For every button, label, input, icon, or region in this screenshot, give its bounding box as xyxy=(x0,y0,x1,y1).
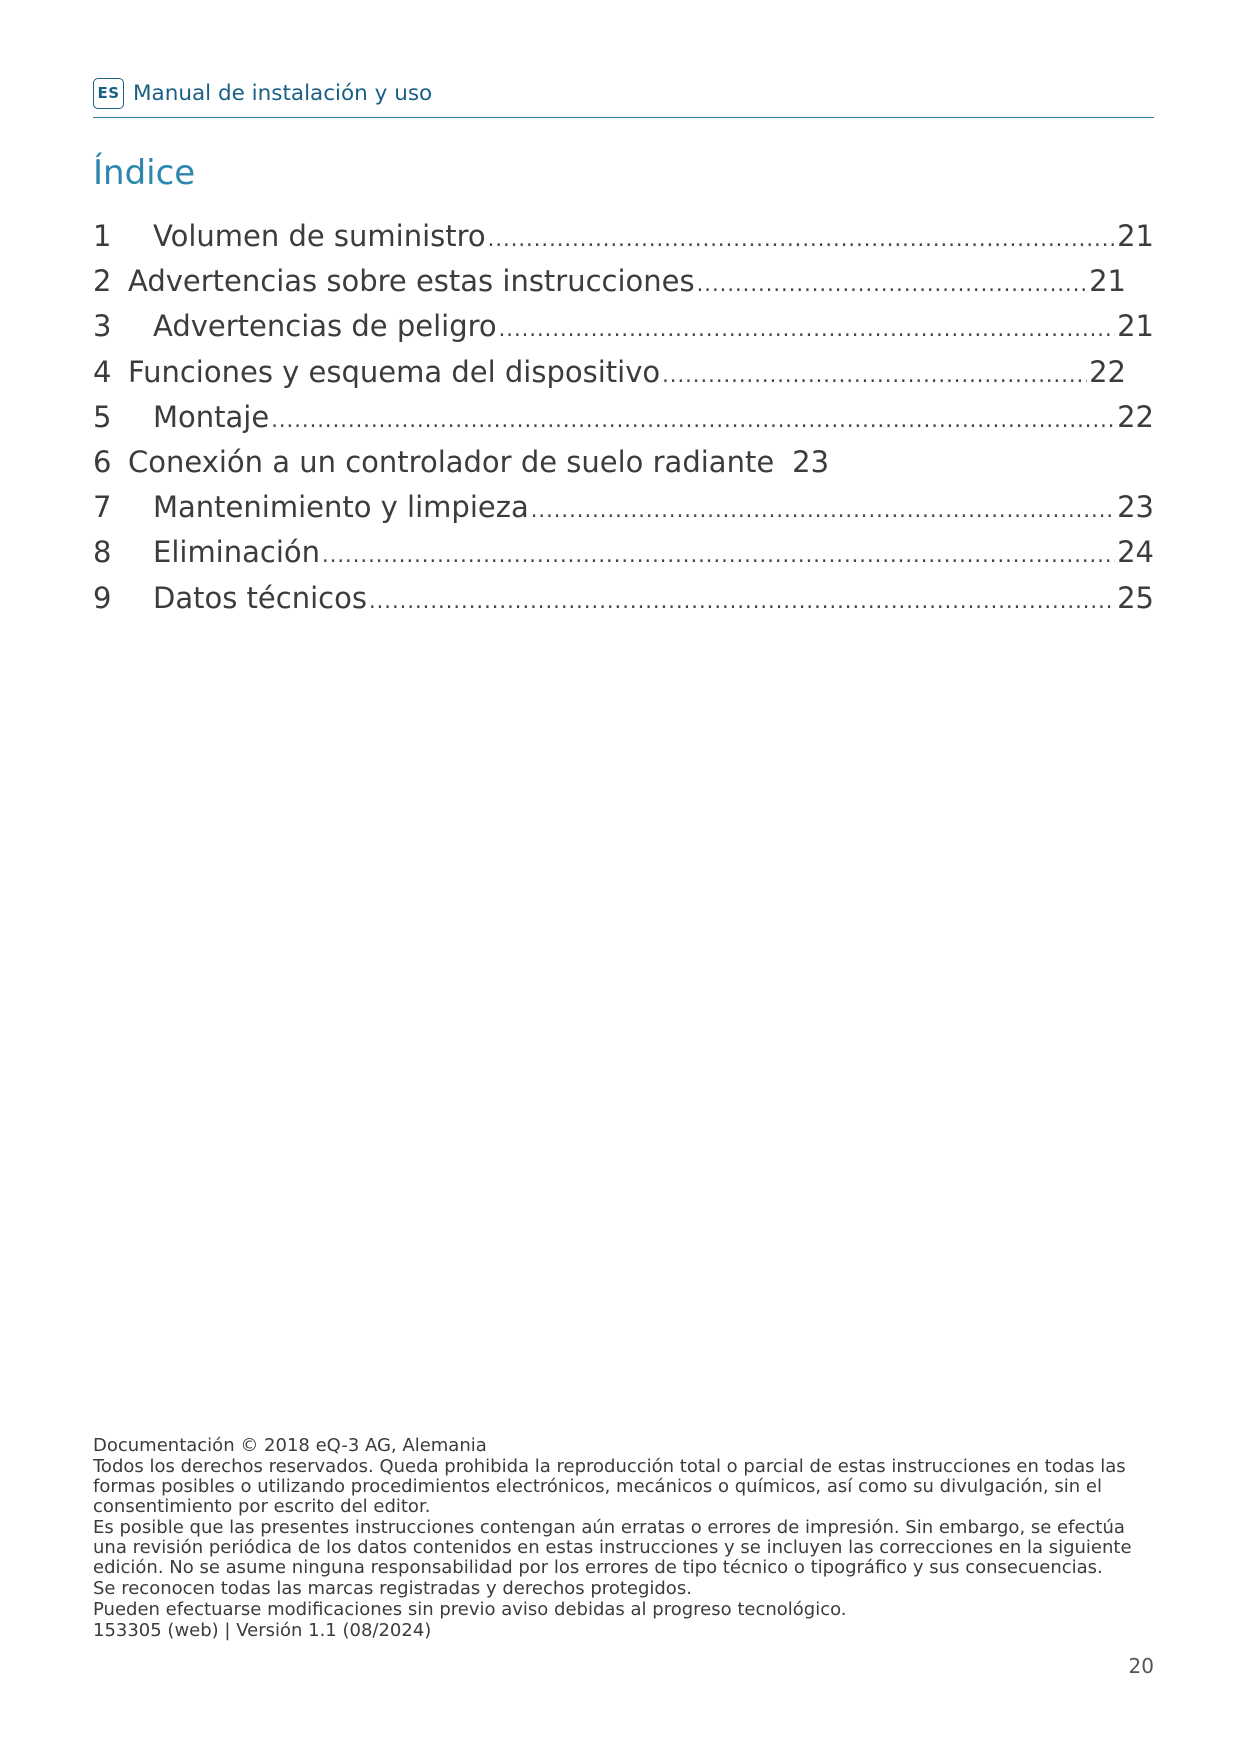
toc-entry-page: 22 xyxy=(1089,355,1126,389)
toc-entry-number: 3 xyxy=(93,309,112,343)
toc-entry-number: 5 xyxy=(93,400,112,434)
toc-entry-number: 6 xyxy=(93,445,112,479)
toc-entry-5[interactable] xyxy=(93,397,1154,437)
trademark-notice: Se reconocen todas las marcas registradas y derechos protegidos. xyxy=(93,1578,692,1599)
toc-entry-page: 23 xyxy=(792,445,830,479)
toc-entry-number: 9 xyxy=(93,581,112,615)
page-header xyxy=(93,78,1154,118)
toc-entry-6[interactable] xyxy=(93,442,1154,482)
toc-dot-leader xyxy=(271,400,1115,440)
legal-footer xyxy=(93,1436,1154,1642)
page-number: 20 xyxy=(1128,1654,1154,1678)
toc-dot-leader xyxy=(499,309,1115,349)
modification-notice: Pueden efectuarse modificaciones sin previo aviso debidas al progreso tecnológico. xyxy=(93,1599,847,1620)
toc-entry-9[interactable] xyxy=(93,578,1154,618)
toc-entry-label: Eliminación xyxy=(153,535,321,569)
index-heading: Índice xyxy=(93,153,196,193)
toc-entry-3[interactable] xyxy=(93,306,1154,346)
errata-notice: Es posible que las presentes instrucciones contengan aún erratas o errores de impresión. Sin embargo, se efectúa una revisión periódica de los datos contenidos en estas instrucciones y se incluyen las correcciones en la siguiente edición. No se asume ninguna responsabilidad por los errores de tipo técnico o tipográfico y sus consecuencias. xyxy=(93,1517,1132,1578)
toc-dot-leader xyxy=(697,264,1087,304)
language-badge: ES xyxy=(93,78,124,109)
toc-entry-label: Advertencias de peligro xyxy=(153,309,497,343)
toc-entry-page: 24 xyxy=(1117,535,1154,569)
toc-entry-number: 8 xyxy=(93,535,112,569)
toc-entry-1[interactable] xyxy=(93,216,1154,256)
toc-entry-number: 1 xyxy=(93,219,112,253)
toc-entry-4[interactable] xyxy=(93,352,1126,392)
toc-entry-label: Mantenimiento y limpieza xyxy=(153,490,529,524)
toc-dot-leader xyxy=(322,535,1115,575)
rights-notice: Todos los derechos reservados. Queda prohibida la reproducción total o parcial de estas instrucciones en todas las formas posibles o utilizando procedimientos electrónicos, mecánicos o químicos, así como su divulgación, sin el consentimiento por escrito del editor. xyxy=(93,1456,1126,1517)
version-info: 153305 (web) | Versión 1.1 (08/2024) xyxy=(93,1620,432,1641)
copyright-notice: Documentación © 2018 eQ-3 AG, Alemania xyxy=(93,1435,487,1456)
toc-entry-2[interactable] xyxy=(93,261,1126,301)
toc-entry-label: Volumen de suministro xyxy=(153,219,486,253)
toc-entry-label: Funciones y esquema del dispositivo xyxy=(128,355,661,389)
toc-entry-number: 4 xyxy=(93,355,112,389)
toc-entry-7[interactable] xyxy=(93,487,1154,527)
toc-dot-leader xyxy=(531,490,1115,530)
toc-entry-label: Conexión a un controlador de suelo radiante xyxy=(128,445,775,479)
toc-dot-leader xyxy=(369,581,1115,621)
toc-entry-number: 2 xyxy=(93,264,112,298)
toc-entry-label: Montaje xyxy=(153,400,270,434)
toc-entry-number: 7 xyxy=(93,490,112,524)
toc-entry-page: 25 xyxy=(1117,581,1154,615)
toc-dot-leader xyxy=(488,219,1115,259)
toc-entry-label: Datos técnicos xyxy=(153,581,367,615)
toc-dot-leader xyxy=(662,355,1087,395)
toc-entry-page: 21 xyxy=(1089,264,1126,298)
toc-entry-page: 21 xyxy=(1117,309,1154,343)
toc-entry-label: Advertencias sobre estas instrucciones xyxy=(128,264,695,298)
toc-entry-page: 23 xyxy=(1117,490,1154,524)
toc-entry-page: 22 xyxy=(1117,400,1154,434)
manual-title: Manual de instalación y uso xyxy=(133,81,433,106)
toc-entry-page: 21 xyxy=(1117,219,1154,253)
toc-entry-8[interactable] xyxy=(93,532,1154,572)
